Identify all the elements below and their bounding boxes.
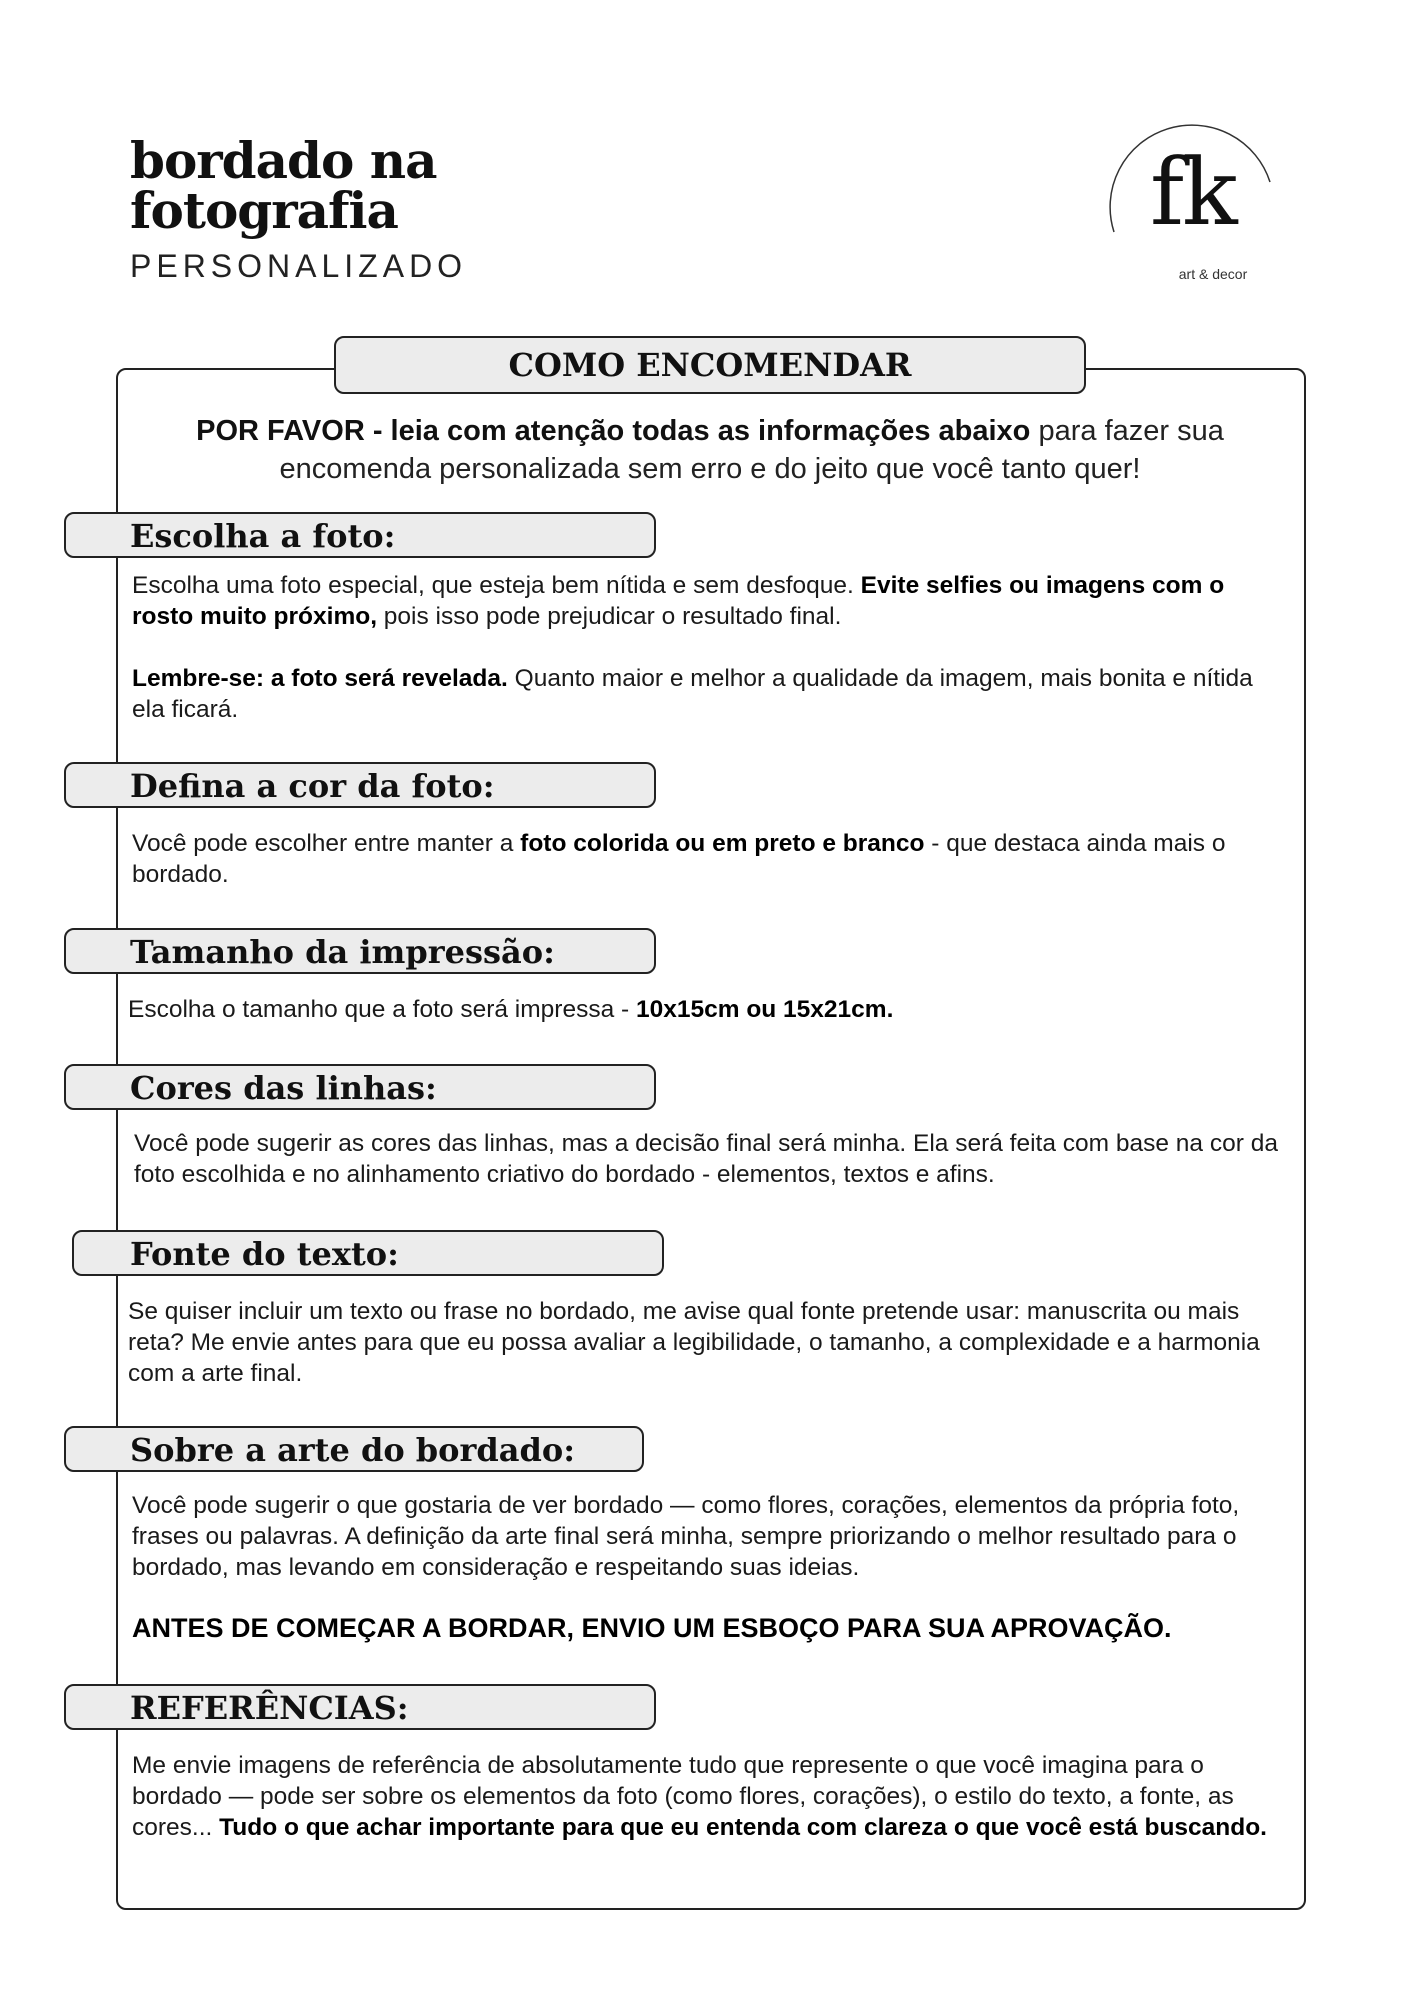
text-run: Você pode sugerir as cores das linhas, mas a decisão final será minha. Ela será feita com base na cor da foto escolhida e no alinhamento criativo do bordado - elementos, textos e afins. bbox=[134, 1130, 1278, 1188]
section-label-fonte-texto: Fonte do texto: bbox=[72, 1230, 664, 1276]
section-label-tamanho-impressao: Tamanho da impressão: bbox=[64, 928, 656, 974]
logo-mark: fk bbox=[1150, 139, 1236, 246]
approval-notice: ANTES DE COMEÇAR A BORDAR, ENVIO UM ESBOÇO PARA SUA APROVAÇÃO. bbox=[132, 1613, 1172, 1643]
section-body-referencias bbox=[132, 1750, 1292, 1843]
intro-rest: para fazer sua encomenda personalizada sem erro e do jeito que você tanto quer! bbox=[279, 415, 1224, 485]
text-emphasis: Evite selfies ou imagens com o rosto muito próximo, bbox=[132, 572, 1225, 630]
text-run: Se quiser incluir um texto ou frase no bordado, me avise qual fonte pretende usar: manuscrita ou mais reta? Me envie antes para que eu possa avaliar a legibilidade, o tamanho, a complexidade e a harmonia com a arte final. bbox=[128, 1298, 1260, 1387]
section-body-escolha-foto bbox=[132, 570, 1292, 725]
text-emphasis: 10x15cm ou 15x21cm. bbox=[635, 996, 894, 1023]
text-run: Escolha o tamanho que a foto será impressa - bbox=[128, 996, 636, 1023]
section-label-cor-foto: Defina a cor da foto: bbox=[64, 762, 656, 808]
section-label-arte-bordado: Sobre a arte do bordado: bbox=[64, 1426, 644, 1472]
section-body-arte-bordado bbox=[132, 1490, 1292, 1644]
text-emphasis: foto colorida ou em preto e branco bbox=[520, 830, 925, 857]
text-run: Você pode sugerir o que gostaria de ver bordado — como flores, corações, elementos da própria foto, frases ou palavras. A definição da arte final será minha, sempre priorizando o melhor resultado para o bordado, mas levando em consideração e respeitando suas ideias. bbox=[132, 1492, 1240, 1581]
brand-logo bbox=[1108, 120, 1278, 295]
section-body-tamanho-impressao bbox=[128, 994, 1288, 1025]
section-label-referencias: REFERÊNCIAS: bbox=[64, 1684, 656, 1730]
text-run: - que destaca ainda mais o bordado. bbox=[132, 830, 1226, 888]
section-body-cores-linhas bbox=[134, 1128, 1294, 1190]
main-heading: COMO ENCOMENDAR bbox=[334, 336, 1086, 394]
text-run: Quanto maior e melhor a qualidade da imagem, mais bonita e nítida ela ficará. bbox=[132, 665, 1253, 723]
section-body-cor-foto bbox=[132, 828, 1292, 890]
text-emphasis: Lembre-se: a foto será revelada. bbox=[132, 665, 508, 692]
text-run: Escolha uma foto especial, que esteja bem nítida e sem desfoque. bbox=[132, 572, 861, 599]
section-label-cores-linhas: Cores das linhas: bbox=[64, 1064, 656, 1110]
section-body-fonte-texto bbox=[128, 1296, 1288, 1389]
section-label-escolha-foto: Escolha a foto: bbox=[64, 512, 656, 558]
intro-emphasis: POR FAVOR - leia com atenção todas as informações abaixo bbox=[196, 415, 1031, 447]
text-emphasis: Tudo o que achar importante para que eu entenda com clareza o que você está buscando. bbox=[219, 1814, 1267, 1841]
intro-text bbox=[150, 412, 1270, 488]
text-run: Me envie imagens de referência de absolutamente tudo que represente o que você imagina para o bordado — pode ser sobre os elementos da foto (como flores, corações), o estilo do texto, a fonte, as cores... bbox=[132, 1752, 1234, 1841]
document-title: bordado na fotografia bbox=[130, 131, 437, 240]
text-run: Você pode escolher entre manter a bbox=[132, 830, 521, 857]
logo-tagline: art & decor bbox=[1178, 266, 1248, 282]
document-subtitle: PERSONALIZADO bbox=[130, 248, 468, 284]
text-run: pois isso pode prejudicar o resultado final. bbox=[377, 603, 842, 630]
